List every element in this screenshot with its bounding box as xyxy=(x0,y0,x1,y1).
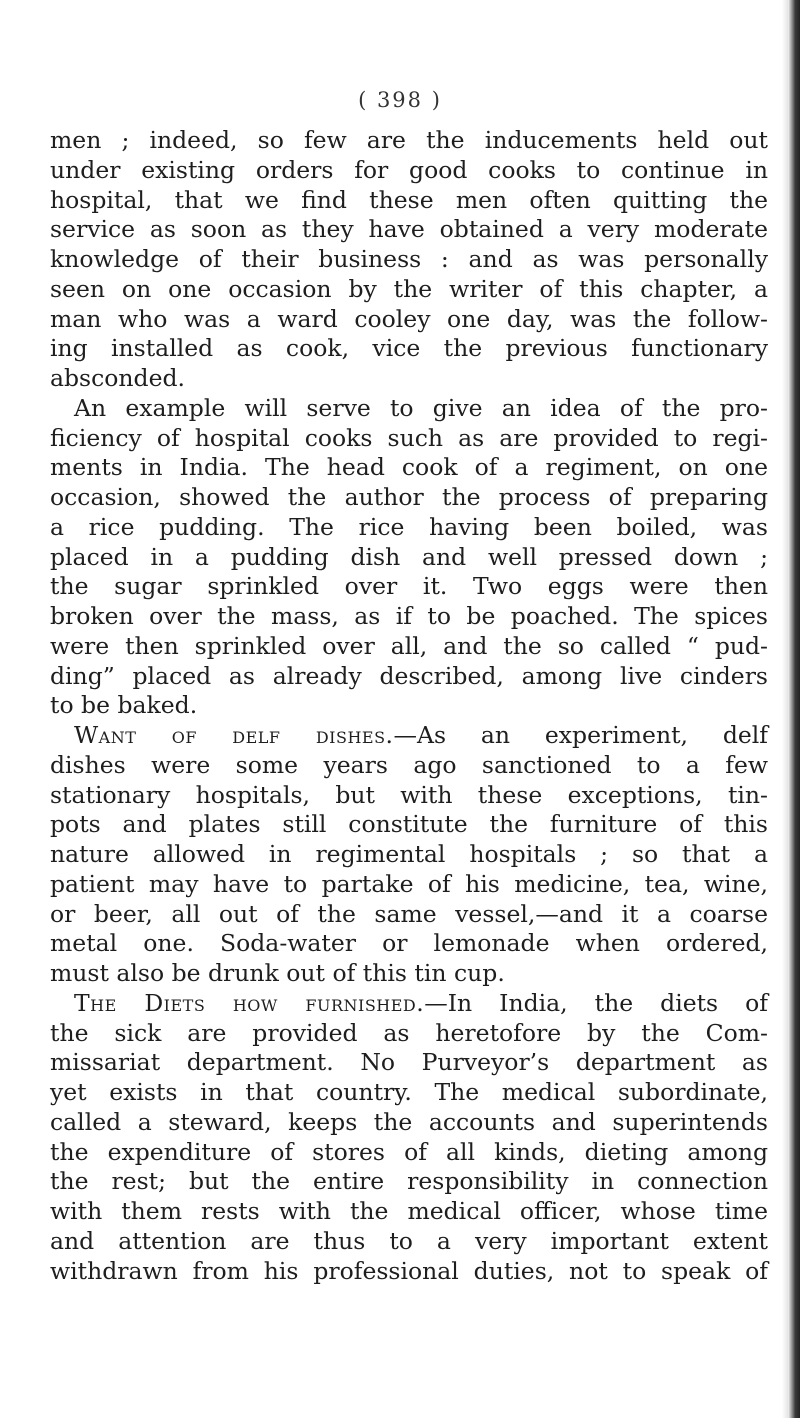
text-line: yet exists in that country. The medical subordinate, xyxy=(50,1078,768,1106)
text-line: ing installed as cook, vice the previous functionary xyxy=(50,334,768,363)
text-line: occasion, showed the author the process of preparing xyxy=(50,483,768,511)
text-line: nature allowed in regimental hospitals ; so that a xyxy=(50,840,768,868)
text-line: withdrawn from his professional duties, not to speak of xyxy=(50,1256,768,1285)
text-line: were then sprinkled over all, and the so called “ pud- xyxy=(50,631,768,660)
text-line: to be baked. xyxy=(50,691,198,720)
heading-continuation: —In India, the diets of xyxy=(424,988,768,1017)
text-line xyxy=(50,721,768,751)
text-line: placed in a pudding dish and well pressed down ; xyxy=(50,542,768,571)
section-heading: Want of delf dishes. xyxy=(74,721,394,749)
text-line: broken over the mass, as if to be poached. The spices xyxy=(50,602,768,630)
text-line: ments in India. The head cook of a regiment, on one xyxy=(50,453,768,482)
text-line: metal one. Soda-water or lemonade when ordered, xyxy=(50,929,768,958)
text-line: a rice pudding. The rice having been boiled, was xyxy=(50,512,768,541)
heading-continuation: —As an experiment, delf xyxy=(393,721,768,749)
text-line: patient may have to partake of his medicine, tea, wine, xyxy=(50,869,768,898)
text-line: seen on one occasion by the writer of this chapter, a xyxy=(50,274,768,303)
page-number: ( 398 ) xyxy=(358,88,442,112)
section-heading: The Diets how furnished. xyxy=(74,988,425,1017)
text-line: the rest; but the entire responsibility in connection xyxy=(50,1167,768,1196)
text-line: called a steward, keeps the accounts and superintends xyxy=(50,1107,768,1136)
text-line xyxy=(50,989,768,1019)
text-line: hospital, that we find these men often quitting the xyxy=(50,185,768,214)
page-edge-binding xyxy=(788,0,800,1418)
text-line: knowledge of their business : and as was personally xyxy=(50,245,768,273)
text-line: pots and plates still constitute the furniture of this xyxy=(50,810,768,839)
text-line: stationary hospitals, but with these exceptions, tin- xyxy=(50,780,768,809)
text-line: under existing orders for good cooks to continue in xyxy=(50,155,768,184)
text-line: ficiency of hospital cooks such as are provided to regi- xyxy=(50,423,768,452)
text-line: man who was a ward cooley one day, was the follow- xyxy=(50,304,768,333)
text-line: the sugar sprinkled over it. Two eggs were then xyxy=(50,572,768,601)
text-line: absconded. xyxy=(50,364,186,392)
text-line: men ; indeed, so few are the inducements held out xyxy=(50,126,768,154)
text-line: and attention are thus to a very important extent xyxy=(50,1226,768,1255)
text-line: service as soon as they have obtained a very moderate xyxy=(50,215,768,244)
text-line: ding” placed as already described, among live cinders xyxy=(50,661,768,690)
text-line: An example will serve to give an idea of the pro- xyxy=(74,393,768,422)
text-line: or beer, all out of the same vessel,—and it a coarse xyxy=(50,899,768,928)
text-line: dishes were some years ago sanctioned to a few xyxy=(50,750,768,779)
body-text xyxy=(50,126,768,1286)
text-line: with them rests with the medical officer, whose time xyxy=(50,1197,768,1225)
text-line: missariat department. No Purveyor’s department as xyxy=(50,1048,768,1077)
text-line: must also be drunk out of this tin cup. xyxy=(50,959,505,987)
text-line: the sick are provided as heretofore by the Com- xyxy=(50,1018,768,1047)
text-line: the expenditure of stores of all kinds, dieting among xyxy=(50,1137,768,1166)
